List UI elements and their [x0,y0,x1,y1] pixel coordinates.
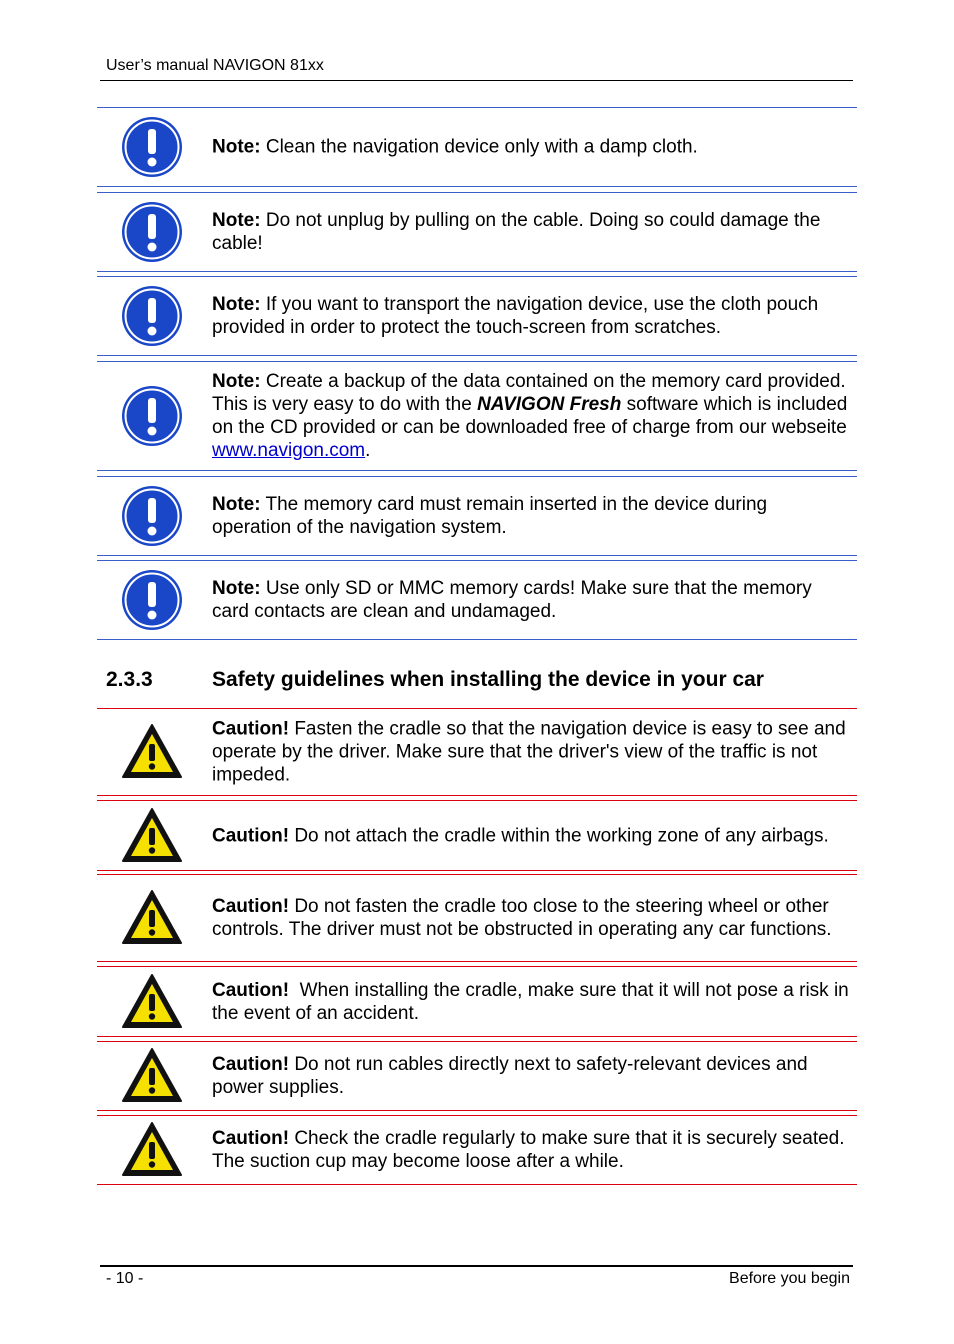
running-header: User’s manual NAVIGON 81xx [106,57,324,74]
note-box-4 [97,361,857,471]
website-link[interactable]: www.navigon.com [212,440,366,461]
note-box-3 [97,276,857,356]
caution-box-6 [97,1115,857,1185]
warning-icon [121,805,183,867]
warning-icon [121,1119,183,1181]
caution-box-2 [97,800,857,871]
note-text: Note: Do not unplug by pulling on the cable. Doing so could damage the cable! [212,210,821,254]
exclamation-icon [121,285,183,347]
note-text: Note: Create a backup of the data contained on the memory card provided. This is very easy to do with the NAVIGON Fresh software which is included on the CD provided or can be downloaded free of charge from our webseite www.navigon.com. [212,371,848,461]
caution-box-4 [97,966,857,1037]
note-text: Note: If you want to transport the navigation device, use the cloth pouch provided in order to protect the touch-screen from scratches. [212,294,819,338]
note-text: Note: Use only SD or MMC memory cards! Make sure that the memory card contacts are clean and undamaged. [212,578,812,622]
warning-icon [121,721,183,783]
warning-icon [121,1045,183,1107]
note-box-5 [97,476,857,556]
caution-text: Caution! When installing the cradle, make sure that it will not pose a risk in the event of an accident. [212,979,855,1024]
caution-text: Caution! Do not fasten the cradle too close to the steering wheel or other controls. The driver must not be obstructed in operating any car functions. [212,896,832,940]
exclamation-icon [121,485,183,547]
caution-text: Caution! Check the cradle regularly to make sure that it is securely seated. The suction cup may become loose after a while. [212,1128,845,1172]
exclamation-icon [121,569,183,631]
note-box-2 [97,192,857,272]
header-rule [100,80,853,81]
page-number: - 10 - [106,1270,144,1287]
caution-text: Caution! Do not attach the cradle within the working zone of any airbags. [212,825,829,846]
note-box-1 [97,107,857,187]
section-number: 2.3.3 [106,668,153,691]
caution-box-5 [97,1041,857,1111]
caution-text: Caution! Do not run cables directly next to safety-relevant devices and power supplies. [212,1054,808,1098]
caution-text: Caution! Fasten the cradle so that the navigation device is easy to see and operate by the driver. Make sure that the driver's view of the traffic is not impeded. [212,718,846,786]
warning-icon [121,887,183,949]
section-title: Safety guidelines when installing the device in your car [212,668,764,691]
chapter-name: Before you begin [729,1270,850,1287]
exclamation-icon [121,116,183,178]
footer-rule [100,1265,853,1267]
caution-box-3 [97,874,857,962]
note-box-6 [97,560,857,640]
warning-icon [121,971,183,1033]
note-text: Note: The memory card must remain inserted in the device during operation of the navigation system. [212,494,768,538]
product-name: NAVIGON Fresh [477,394,622,415]
exclamation-icon [121,201,183,263]
exclamation-icon [121,385,183,447]
caution-box-1 [97,708,857,796]
note-text: Note: Clean the navigation device only with a damp cloth. [212,136,698,158]
